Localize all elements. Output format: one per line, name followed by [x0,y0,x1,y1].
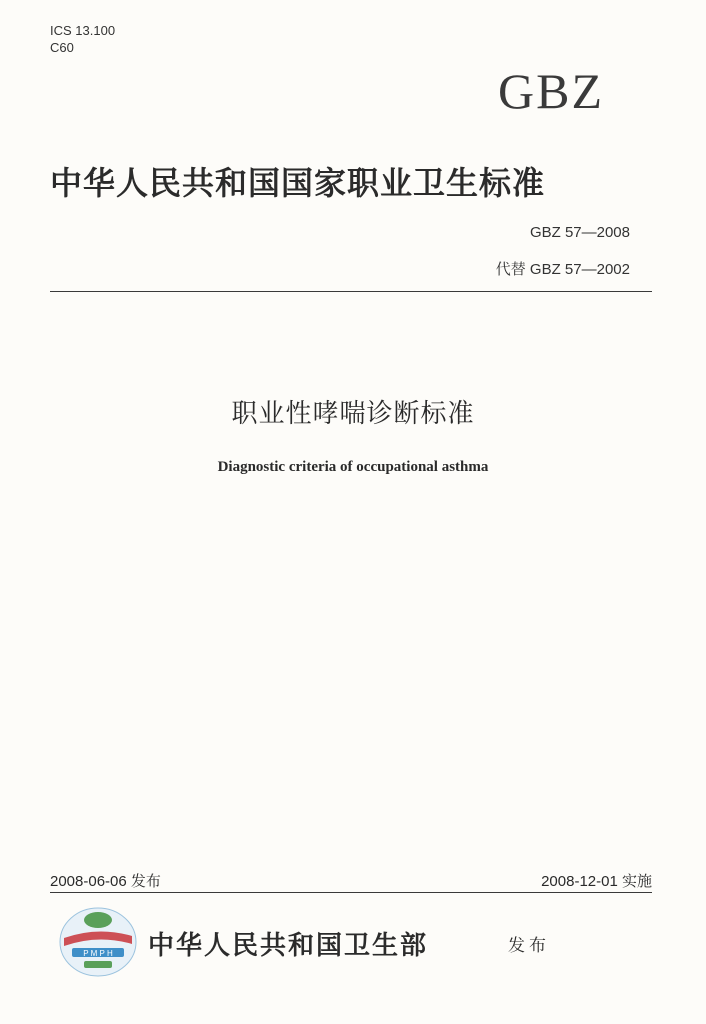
seal-logo-icon [58,906,138,978]
standard-organization-title: 中华人民共和国国家职业卫生标准 [50,164,546,202]
classification-codes [50,22,115,56]
document-title-english: Diagnostic criteria of occupational asthma [217,459,489,475]
publisher-name: 中华人民共和国卫生部 [148,931,429,961]
implementation-date: 2008-12-01 实施 [541,873,652,890]
top-divider [50,291,652,292]
document-title-chinese: 职业性哮喘诊断标准 [231,399,475,429]
issue-date: 2008-06-06 发布 [50,873,161,890]
publisher-seal [58,906,138,978]
bottom-divider [50,892,652,893]
gbz-logo: GBZ [498,63,604,119]
ics-code: ICS 13.100 [50,23,116,38]
ccs-code: C60 [50,40,74,55]
seal-letters: P M P H [83,949,113,958]
replaced-standard: 代替 GBZ 57—2002 [495,261,630,278]
publish-label: 发布 [508,936,550,956]
standard-code: GBZ 57—2008 [529,224,630,241]
